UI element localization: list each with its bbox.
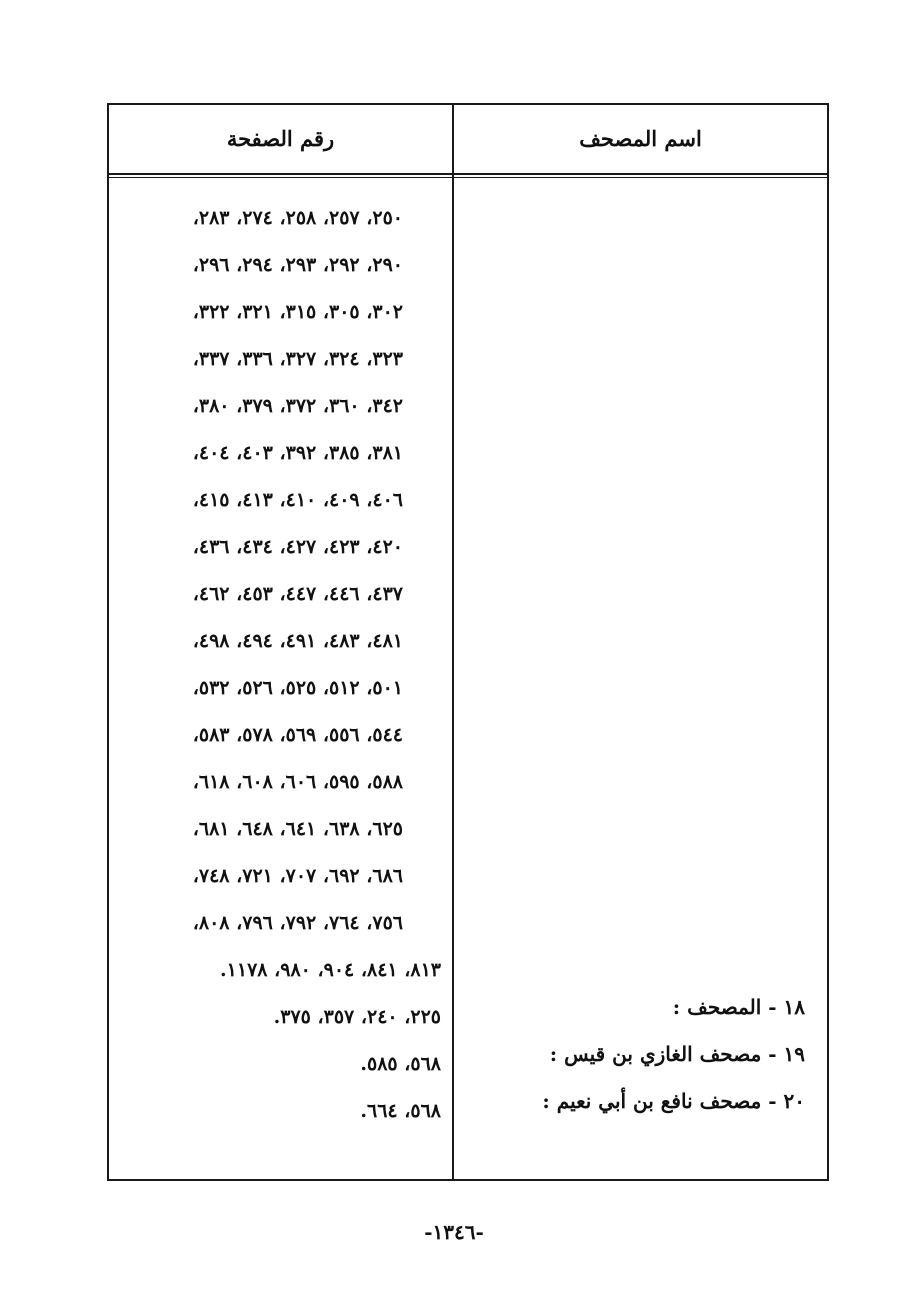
mushaf-index-table — [107, 103, 829, 1181]
page-numbers-line: ٦٨٦، ٦٩٢، ٧٠٧، ٧٢١، ٧٤٨، — [192, 865, 403, 887]
page-numbers-line: ٣٨١، ٣٨٥، ٣٩٢، ٤٠٣، ٤٠٤، — [192, 442, 403, 464]
page-numbers-line: ٥٤٤، ٥٥٦، ٥٦٩، ٥٧٨، ٥٨٣، — [192, 724, 403, 746]
page-number: -١٣٤٦- — [424, 1220, 484, 1244]
page-numbers-line: ٨١٣، ٨٤١، ٩٠٤، ٩٨٠، ١١٧٨. — [220, 959, 441, 981]
mushaf-entry-20: ٢٠ - مصحف نافع بن أبي نعيم : — [542, 1089, 805, 1113]
page-numbers-line: ٥٠١، ٥١٢، ٥٢٥، ٥٢٦، ٥٣٢، — [192, 677, 403, 699]
page-numbers-line: ٢٥٠، ٢٥٧، ٢٥٨، ٢٧٤، ٢٨٣، — [192, 207, 403, 229]
page-numbers-line: ٤٠٦، ٤٠٩، ٤١٠، ٤١٣، ٤١٥، — [192, 489, 403, 511]
page-numbers-line: ٥٨٨، ٥٩٥، ٦٠٦، ٦٠٨، ٦١٨، — [192, 771, 403, 793]
page-numbers-line: ٣٠٢، ٣٠٥، ٣١٥، ٣٢١، ٣٢٢، — [192, 301, 403, 323]
page-numbers-line: ٥٦٨، ٥٨٥. — [360, 1053, 441, 1075]
page-numbers-line: ٧٥٦، ٧٦٤، ٧٩٢، ٧٩٦، ٨٠٨، — [192, 912, 403, 934]
page-numbers-line: ٢٩٠، ٢٩٢، ٢٩٣، ٢٩٤، ٢٩٦، — [192, 254, 403, 276]
page-numbers-line: ٤٣٧، ٤٤٦، ٤٤٧، ٤٥٣، ٤٦٢، — [192, 583, 403, 605]
page-numbers-line: ٣٤٢، ٣٦٠، ٣٧٢، ٣٧٩، ٣٨٠، — [192, 395, 403, 417]
page-numbers-column — [121, 105, 441, 1179]
page-numbers-line: ٦٢٥، ٦٣٨، ٦٤١، ٦٤٨، ٦٨١، — [192, 818, 403, 840]
page-numbers-line: ٤٨١، ٤٨٣، ٤٩١، ٤٩٤، ٤٩٨، — [192, 630, 403, 652]
page-numbers-line: ٤٢٠، ٤٢٣، ٤٢٧، ٤٣٤، ٤٣٦، — [192, 536, 403, 558]
page-numbers-line: ٥٦٨، ٦٦٤. — [360, 1100, 441, 1122]
page-numbers-line: ٢٢٥، ٢٤٠، ٣٥٧، ٣٧٥. — [273, 1006, 441, 1028]
mushaf-name-column-header: اسم المصحف — [579, 126, 702, 151]
mushaf-entry-19: ١٩ - مصحف الغازي بن قيس : — [549, 1042, 805, 1066]
column-divider — [452, 105, 454, 1179]
mushaf-entry-18: ١٨ - المصحف : — [672, 995, 805, 1019]
page-numbers-line: ٣٢٣، ٣٢٤، ٣٢٧، ٣٣٦، ٣٣٧، — [192, 348, 403, 370]
page-number-column-header: رقم الصفحة — [226, 126, 335, 151]
